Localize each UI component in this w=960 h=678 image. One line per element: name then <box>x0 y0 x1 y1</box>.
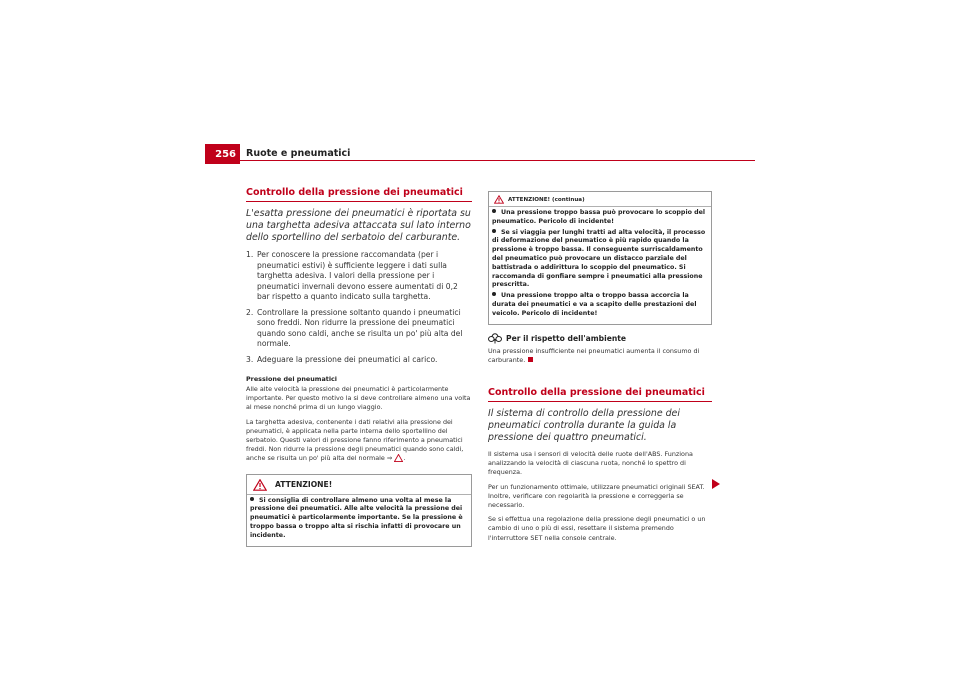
warning-text: Una pressione troppo bassa può provocare lo scoppio del pneumatico. Pericolo di incidente! <box>492 209 706 225</box>
bullet-icon <box>492 229 496 233</box>
list-item <box>246 250 472 303</box>
environment-leaf-icon <box>488 333 502 344</box>
bullet-icon <box>250 497 254 501</box>
step-text: Controllare la pressione soltanto quando i pneumatici sono freddi. Non ridurre la pressione dei pneumatici quando sono caldi, anche se risulta un po' più alta del normale. <box>257 307 463 348</box>
section-title: Controllo della pressione dei pneumatici <box>246 187 472 202</box>
paragraph-text: La targhetta adesiva, contenente i dati relativi alla pressione dei pneumatici, è applicata nella parte interna dello sportellino del serbatoio. Questi valori di pressione fanno riferimento a pneumatici freddi. Non ridurre la pressione degli pneumatici quando sono caldi, anche se risulta un po' più alta del normale <box>246 417 464 463</box>
environment-note <box>488 347 712 365</box>
paragraph: Per un funzionamento ottimale, utilizzare pneumatici originali SEAT. Inoltre, verificare con regolarità la pressione e correggerla se necessario. <box>488 482 705 509</box>
warning-icon <box>494 195 504 204</box>
reference-arrow: ⇒ <box>386 454 393 463</box>
paragraph: Se si effettua una regolazione della pressione degli pneumatici o un cambio di uno o più di essi, resettare il sistema premendo l'interruttore SET nella console centrale. <box>488 515 706 542</box>
step-number: 2. <box>246 307 254 317</box>
warning-icon <box>394 454 403 462</box>
next-page-arrow-icon[interactable] <box>712 479 720 489</box>
header-divider <box>205 160 755 161</box>
warning-text: Se si viaggia per lunghi tratti ad alta velocità, il processo di deformazione del pneumatico è più rapido quando la pressione è troppo bassa. Il conseguente surriscaldamento del pneumatico può provocare un distacco parziale del battistrada o addirittura lo scoppio del pneumatico. Si raccomanda di gonfiare sempre i pneumatici alla pressione prescritta. <box>492 228 706 289</box>
warning-body <box>247 495 471 546</box>
warning-header <box>489 192 711 207</box>
warning-header <box>247 475 471 495</box>
environment-header <box>488 333 712 344</box>
warning-item <box>492 209 708 227</box>
section-intro: Il sistema di controllo della pressione dei pneumatici controlla durante la guida la pressione dei quattro pneumatici. <box>488 407 680 443</box>
warning-text: Si consiglia di controllare almeno una volta al mese la pressione dei pneumatici. Alle alte velocità la pressione dei pneumatici è particolarmente importante. Se la pressione è troppo bassa o troppo alta si rischia infatti di provocare un incidente. <box>250 496 463 539</box>
bullet-icon <box>492 209 496 213</box>
step-text: Adeguare la pressione dei pneumatici al carico. <box>257 354 438 364</box>
step-number: 1. <box>246 250 254 259</box>
paragraph: Alle alte velocità la pressione dei pneumatici è particolarmente importante. Per questo motivo la si deve controllare almeno una volta al mese nonché prima di un lungo viaggio. <box>246 385 471 412</box>
warning-body <box>489 207 711 324</box>
cross-reference[interactable] <box>387 454 403 462</box>
paragraph: Il sistema usa i sensori di velocità delle ruote dell'ABS. Funziona analizzando la velocità di ciascuna ruota, nonché lo spettro di frequenza. <box>488 449 693 477</box>
left-column <box>246 187 472 547</box>
bullet-icon <box>492 292 496 296</box>
chapter-title: Ruote e pneumatici <box>246 148 351 159</box>
warning-item <box>250 497 468 541</box>
paragraph: La targhetta adesiva, contenente i dati relativi alla pressione dei pneumatici, è applicata nella parte interna dello sportellino del serbatoio. Questi valori di pressione fanno riferimento a pneumatici freddi. Non ridurre la pressione degli pneumatici quando sono caldi, anche se risulta un po' più alta del normale ⇒ . <box>246 417 464 463</box>
subheading: Pressione dei pneumatici <box>246 375 337 383</box>
section-intro: L'esatta pressione dei pneumatici è riportata su una targhetta adesiva attaccata sul lato interno dello sportellino del serbatoio del carburante. <box>246 208 471 243</box>
warning-item <box>492 292 708 318</box>
warning-title: ATTENZIONE! <box>275 480 333 490</box>
warning-box-continued <box>488 191 712 325</box>
warning-box <box>246 474 472 547</box>
page-number: 256 <box>205 144 240 164</box>
environment-text: Una pressione insufficiente nei pneumatici aumenta il consumo di carburante. <box>488 346 700 364</box>
warning-title: ATTENZIONE! (continua) <box>508 196 585 203</box>
list-item <box>246 308 472 350</box>
step-text: Per conoscere la pressione raccomandata (per i pneumatici estivi) è sufficiente leggere i dati sulla targhetta adesiva. I valori della pressione per i pneumatici invernali devono essere aumentati di 0,2 bar rispetto a quanto indicato sulla targhetta. <box>257 250 458 301</box>
warning-item <box>492 229 708 291</box>
warning-text: Una pressione troppo alta o troppo bassa accorcia la durata dei pneumatici e va a scapito delle prestazioni del veicolo. Pericolo di incidente! <box>492 292 697 317</box>
warning-icon <box>253 479 267 491</box>
section-title: Controllo della pressione dei pneumatici <box>488 387 712 402</box>
step-number: 3. <box>246 354 254 364</box>
end-of-section-icon <box>528 357 533 362</box>
environment-title: Per il rispetto dell'ambiente <box>506 333 627 343</box>
steps-list <box>246 250 472 365</box>
right-column <box>488 191 712 548</box>
list-item <box>246 355 472 366</box>
